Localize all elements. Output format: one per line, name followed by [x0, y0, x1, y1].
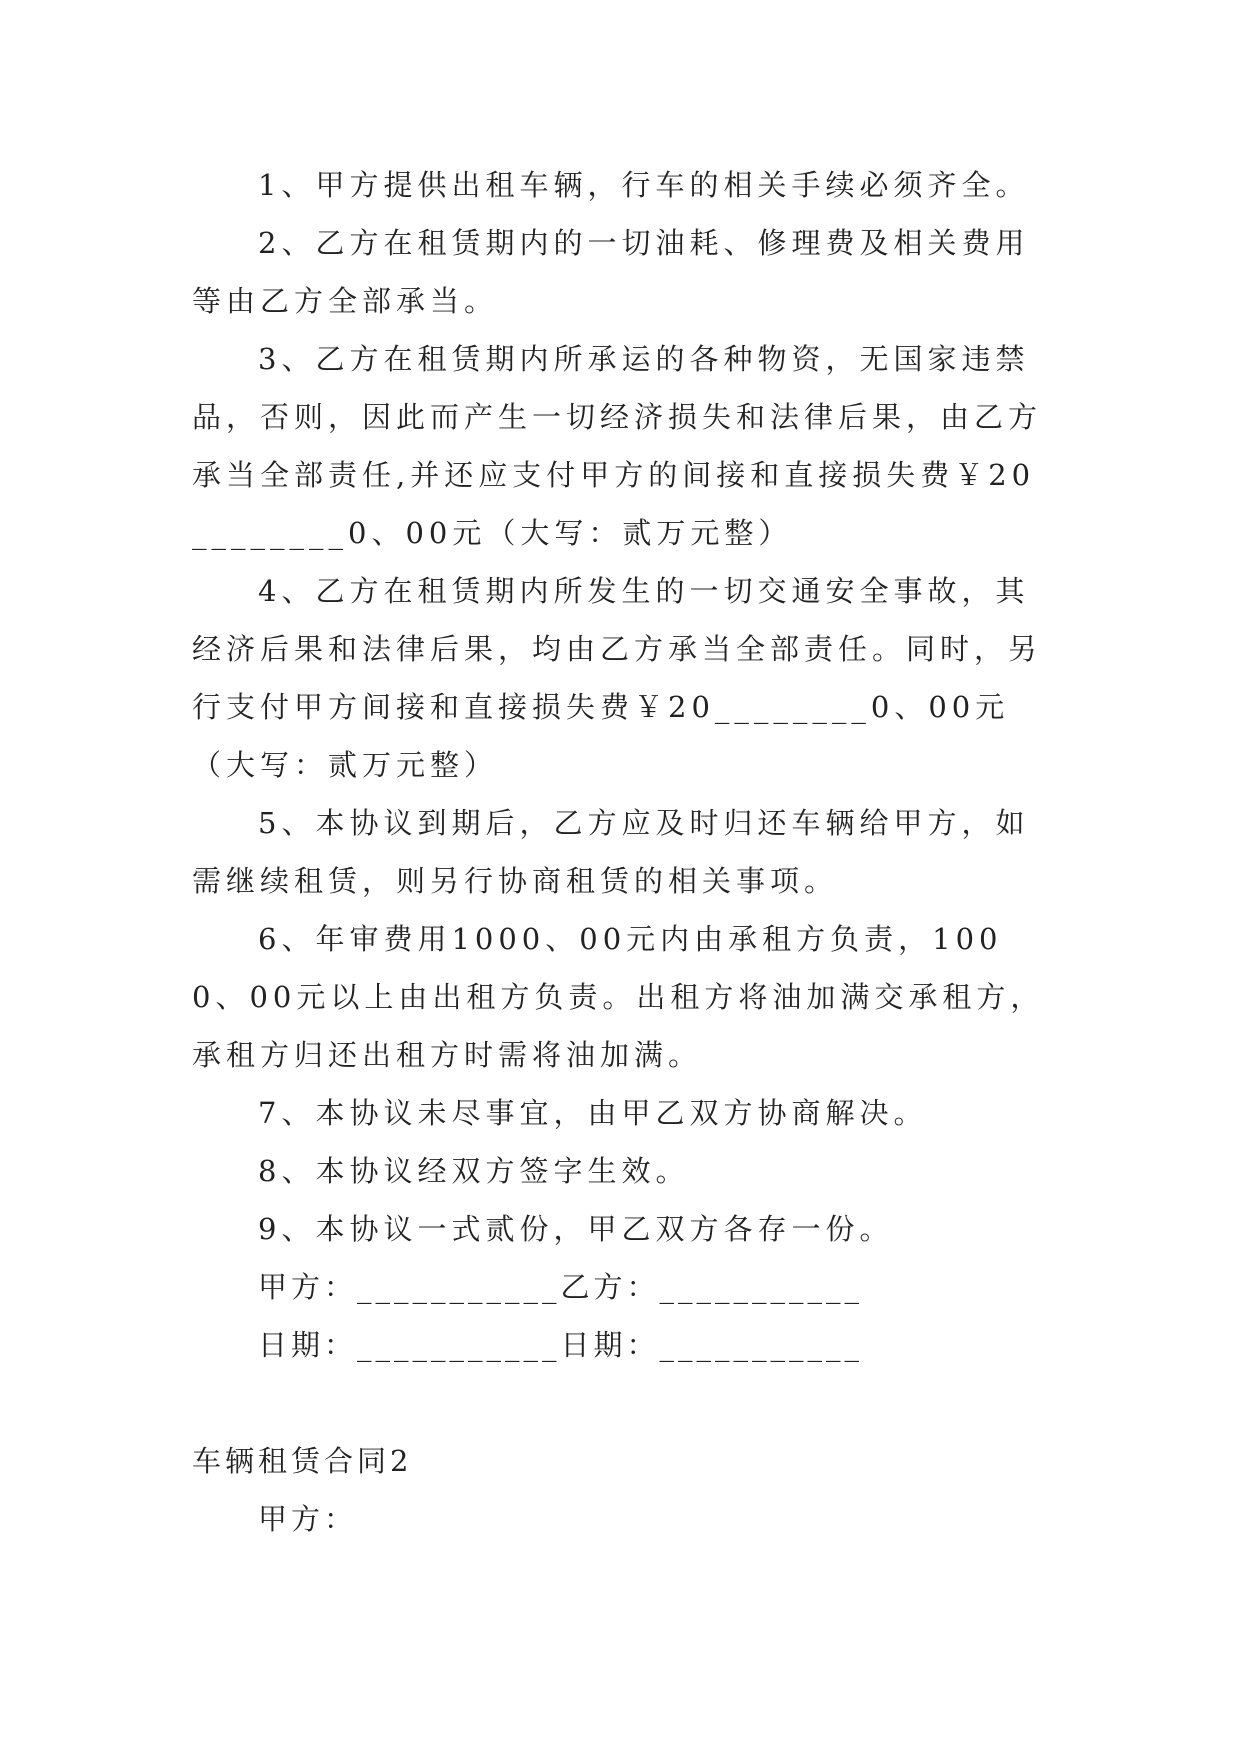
clause-6: 6、年审费用1000、00元内由承租方负责，1000、00元以上由出租方负责。出租方将油加满交承租方，承租方归还出租方时需将油加满。	[192, 922, 1045, 1072]
clause-8: 8、本协议经双方签字生效。	[258, 1154, 690, 1188]
clause-5: 5、本协议到期后，乙方应及时归还车辆给甲方，如需继续租赁，则另行协商租赁的相关事项。	[192, 806, 1030, 898]
section-title: 车辆租赁合同2	[192, 1444, 413, 1478]
clause-7: 7、本协议未尽事宜，由甲乙双方协商解决。	[258, 1096, 928, 1130]
clause-2: 2、乙方在租赁期内的一切油耗、修理费及相关费用等由乙方全部承当。	[192, 226, 1030, 318]
signature-date-line: 日期：___________日期：___________	[258, 1328, 864, 1362]
signature-party-line: 甲方：___________乙方：___________	[258, 1270, 864, 1304]
clause-1: 1、甲方提供出租车辆，行车的相关手续必须齐全。	[258, 168, 1030, 202]
clause-4: 4、乙方在租赁期内所发生的一切交通安全事故，其经济后果和法律后果，均由乙方承当全部责任。同时，另行支付甲方间接和直接损失费￥20________0、00元（大写：贰万元整）	[192, 574, 1043, 782]
contract-document	[192, 156, 1052, 1548]
clause-3: 3、乙方在租赁期内所承运的各种物资，无国家违禁品，否则，因此而产生一切经济损失和法律后果，由乙方承当全部责任,并还应支付甲方的间接和直接损失费￥20________0、00元（大写：贰万元整）	[192, 342, 1043, 550]
party-a-label: 甲方：	[258, 1502, 358, 1536]
clause-9: 9、本协议一式贰份，甲乙双方各存一份。	[258, 1212, 894, 1246]
section-spacer	[192, 1374, 1052, 1432]
